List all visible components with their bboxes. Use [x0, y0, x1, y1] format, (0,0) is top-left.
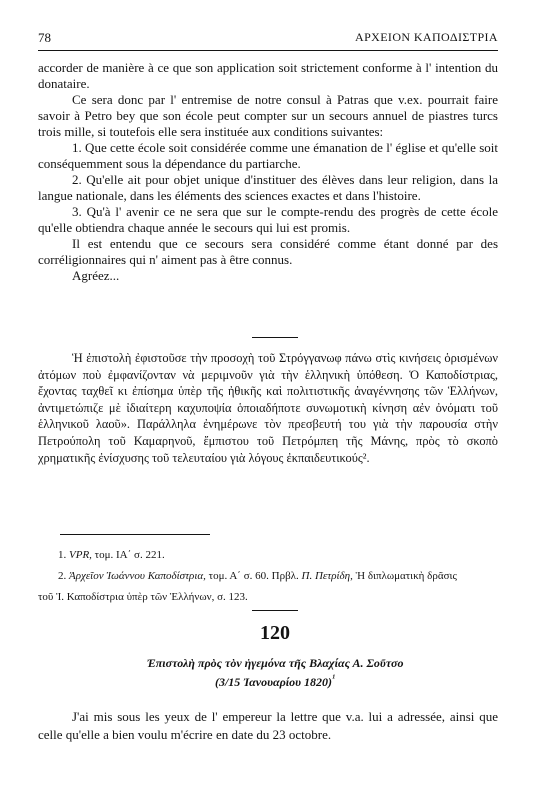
- editorial-commentary: [38, 350, 498, 466]
- footnote-text: τομ. Α΄ σ. 60. Πρβλ.: [205, 570, 302, 582]
- document-paragraph: J'ai mis sous les yeux de l' empereur la lettre que v.a. lui a adressée, ainsi que celle qu'elle a bien voulu m'écrire en date du 23 octobre.: [38, 709, 498, 742]
- document-title: Ἐπιστολὴ πρὸς τὸν ἡγεμόνα τῆς Βλαχίας Α. Σοῦτσο: [146, 656, 404, 670]
- footnote-source: VPR,: [69, 549, 92, 561]
- footnote-source: Ἀρχεῖον Ἰωάννου Καποδίστρια,: [69, 570, 206, 582]
- footnote-number: 1.: [58, 549, 67, 561]
- footnote-author: Π. Πετρίδη,: [301, 570, 353, 582]
- document-divider: [252, 610, 298, 611]
- body-paragraph: 1. Que cette école soit considérée comme une émanation de l' église et qu'elle soit conséquemment sous la dépendance du partiarche.: [38, 140, 498, 171]
- body-paragraph: Agréez...: [72, 268, 120, 283]
- running-title: ΑΡΧΕΙΟΝ ΚΑΠΟΔΙΣΤΡΙΑ: [355, 30, 498, 44]
- header-rule: [38, 50, 498, 51]
- document-note-marker: ¹: [332, 673, 336, 684]
- document-heading: [0, 655, 550, 690]
- document-date: [0, 671, 550, 690]
- footnote-rule: [60, 534, 210, 535]
- footnote-number: 2.: [58, 570, 67, 582]
- footnote-2-continuation: τοῦ Ἰ. Καποδίστρια ὑπὲρ τῶν Ἑλλήνων, σ. 123.: [38, 591, 248, 603]
- page-header: [38, 30, 498, 48]
- body-paragraph: 3. Qu'à l' avenir ce ne sera que sur le compte-rendu des progrès de cette école qu'elle obtiendra chaque année le secours qui lui est promis.: [38, 204, 498, 235]
- body-paragraph: 2. Qu'elle ait pour objet unique d'instituer des élèves dans leur religion, dans la langue nationale, dans les éléments des sciences exactes et dans l'histoire.: [38, 172, 498, 203]
- footnote-title: Ἡ διπλωματικὴ δρᾶσις: [352, 570, 457, 582]
- footnote-text: τομ. ΙΑ΄ σ. 221.: [91, 549, 165, 561]
- commentary-paragraph: Ἡ ἐπιστολὴ ἐφιστοῦσε τὴν προσοχὴ τοῦ Στρόγγανωφ πάνω στὶς κινήσεις ὁρισμένων ἀτόμων ποὺ ἐμφανίζονταν νὰ μεριμνοῦν γιὰ τὴν ἑλληνικὴ ὑπόθεση. Ὁ Καποδίστριας, ἔχοντας ταχθεῖ κι ἐπίσημα ὑπὲρ τῆς ἠθικῆς καὶ πολιτιστικῆς ἀναγέννησης τῶν Ἑλλήνων, ἀντιμετώπιζε μὲ ἰδιαίτερη καχυποψία ὁποιαδήποτε συνωμοτικὴ κίνηση αἐν ὀνόματι τοῦ ἑλληνικοῦ λαοῦ». Παράλληλα ἐνημέρωνε τὸν πρεσβευτή του γιὰ τὴν παρουσία στὴν Πετρούπολη τοῦ Καμαρηνοῦ, ἔμπιστου τοῦ Πετρόμπεη τῆς Μάνης, πρὸς τὸ σκοπὸ χρηματικῆς ἐνίσχυσης τοῦ τελευταίου γιὰ λόγους ἐκπαιδευτικούς².: [38, 351, 498, 465]
- body-paragraph: accorder de manière à ce que son application soit strictement conforme à l' intention du donataire.: [38, 60, 498, 91]
- footnotes: [38, 548, 498, 611]
- page-number: 78: [38, 30, 51, 45]
- letter-body: [38, 60, 498, 284]
- document-date-text: (3/15 Ἰανουαρίου 1820): [214, 675, 333, 689]
- document-body: [38, 708, 498, 744]
- document-number: 120: [260, 622, 290, 644]
- footnote-2: [38, 569, 498, 584]
- body-paragraph: Il est entendu que ce secours sera considéré comme étant donné par des corréligionnaires qui n' aiment pas à être connus.: [38, 236, 498, 267]
- section-divider: [252, 337, 298, 338]
- body-paragraph: Ce sera donc par l' entremise de notre consul à Patras que v.ex. pourrait faire savoir à Petro bey que son école peut compter sur un secours annuel de piastres turcs trois mille, si toutefois elle sera instituée aux conditions suivantes:: [38, 92, 498, 139]
- footnote-1: [38, 548, 498, 563]
